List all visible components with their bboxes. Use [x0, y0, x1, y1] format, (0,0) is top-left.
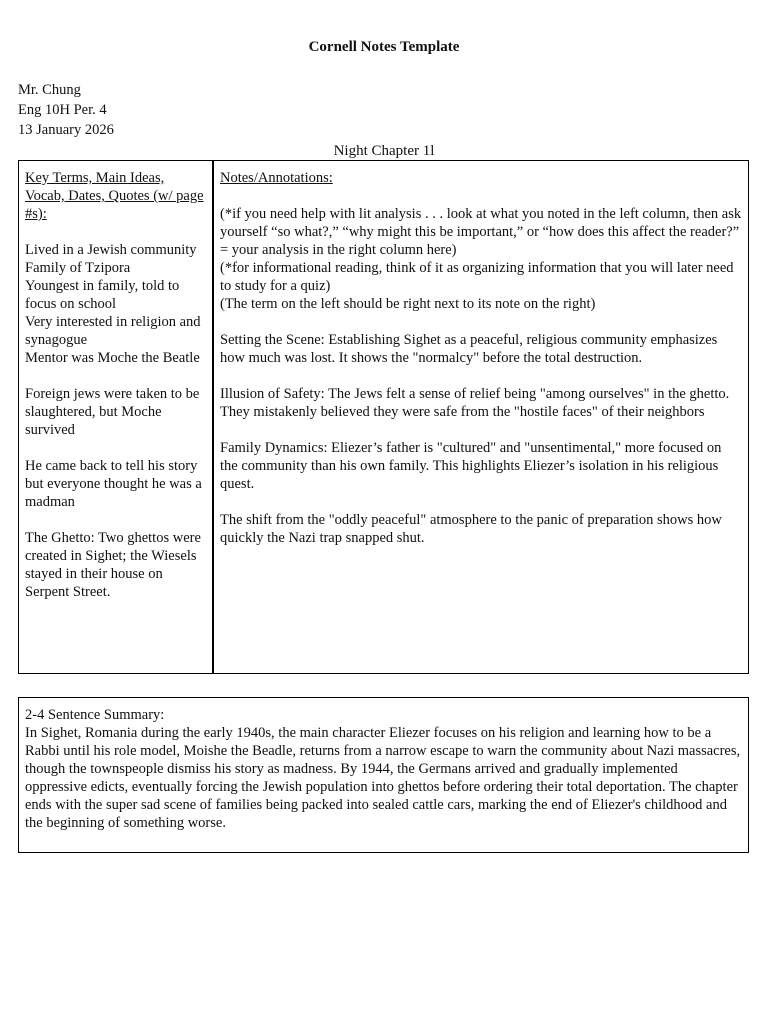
instruction-text: (The term on the left should be right next to its note on the right)	[220, 296, 596, 312]
cue-column-heading: Key Terms, Main Ideas, Vocab, Dates, Quotes (w/ page #s):	[25, 170, 204, 222]
header-info	[18, 80, 114, 140]
note-entry: Setting the Scene: Establishing Sighet as a peaceful, religious community emphasizes how much was lost. It shows the "normalcy" before the total destruction.	[220, 332, 718, 366]
date: 13 January 2026	[18, 122, 114, 138]
chapter-title: Night Chapter 1l	[333, 143, 435, 159]
instruction-text: (*for informational reading, think of it as organizing information that you will later need to study for a quiz)	[220, 260, 734, 294]
cue-column	[19, 161, 214, 673]
note-entry: Family Dynamics: Eliezer’s father is "cultured" and "unsentimental," more focused on the community than his own family. This highlights Eliezer’s isolation in his religious quest.	[220, 440, 722, 492]
class-period: Eng 10H Per. 4	[18, 102, 107, 118]
note-entry: Illusion of Safety: The Jews felt a sense of relief being "among ourselves" in the ghetto. They mistakenly believed they were safe from the "hostile faces" of their neighbors	[220, 386, 730, 420]
summary-heading: 2-4 Sentence Summary:	[25, 707, 165, 723]
document-title: Cornell Notes Template	[308, 39, 460, 55]
notes-column-heading: Notes/Annotations:	[220, 170, 333, 186]
notes-column	[214, 161, 748, 673]
cue-entry: Foreign jews were taken to be slaughtered, but Moche survived	[25, 386, 200, 438]
cue-entry: The Ghetto: Two ghettos were created in Sighet; the Wiesels stayed in their house on Serpent Street.	[25, 530, 201, 600]
cue-entry: He came back to tell his story but everyone thought he was a madman	[25, 458, 202, 510]
instruction-text: (*if you need help with lit analysis . . . look at what you noted in the left column, then ask yourself “so what?,” “why might this be important,” or “how does this affect the reader?” = your analysis in the right column here)	[220, 206, 742, 258]
note-entry: The shift from the "oddly peaceful" atmosphere to the panic of preparation shows how quickly the Nazi trap snapped shut.	[220, 512, 722, 546]
teacher-name: Mr. Chung	[18, 82, 81, 98]
cue-entry: Lived in a Jewish community Family of Tzipora Youngest in family, told to focus on school Very interested in religion and synagogue Mentor was Moche the Beatle	[25, 242, 201, 366]
cornell-notes-table	[18, 160, 749, 674]
summary-text: In Sighet, Romania during the early 1940s, the main character Eliezer focuses on his religion and learning how to be a Rabbi until his role model, Moishe the Beadle, returns from a narrow escape to warn the community about Nazi massacres, though the townspeople dismiss his story as madness. By 1944, the Germans arrived and gradually implemented oppressive edicts, eventually forcing the Jewish population into ghettos before ordering their total deportation. The chapter ends with the super sad scene of families being packed into sealed cattle cars, marking the end of Eliezer's childhood and the beginning of something worse.	[25, 725, 741, 831]
summary-box	[18, 697, 749, 853]
